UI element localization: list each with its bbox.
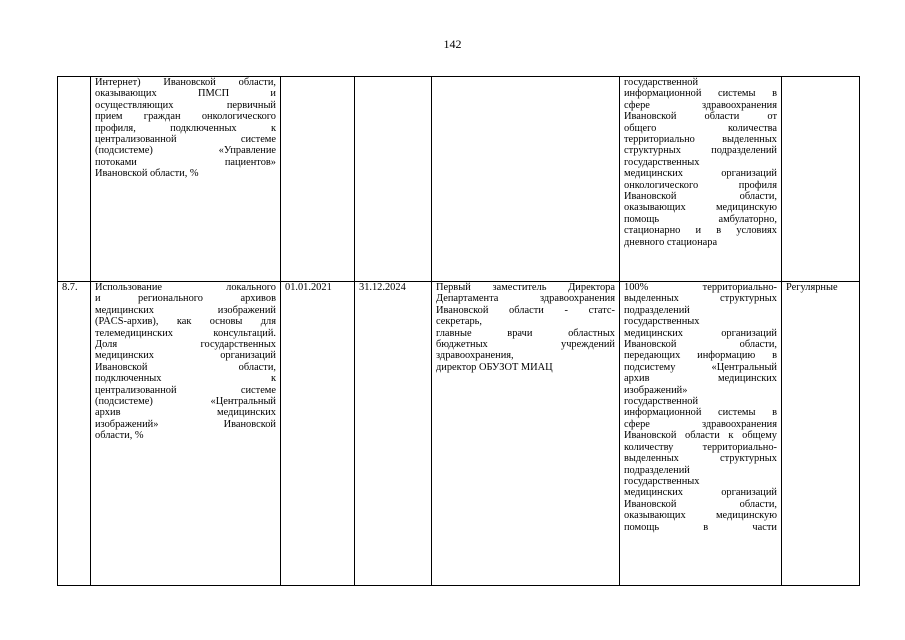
frequency-cell: [782, 77, 860, 282]
responsible-cell: Первый заместитель Директора Департамента здравоохранения Ивановской области - статс- секретарь, главные врачи областных бюджетных учреждений здравоохранения, директор ОБУЗОТ МИАЦ: [432, 282, 620, 586]
measures-table: [57, 76, 860, 586]
responsible-cell: [432, 77, 620, 282]
end-date-cell: [355, 77, 432, 282]
frequency-cell: Регулярные: [782, 282, 860, 586]
row-number: 8.7.: [58, 282, 91, 586]
page-number: 142: [443, 37, 462, 51]
indicator-cell: Использование локального и регионального архивов медицинских изображений (PACS-архив), как основы для телемедицинских консультаций. Доля государственных медицинских организаций Ивановской области, подключенных к централизованной системе (подсистеме) «Центральный архив медицинских изображений» Ивановской области, %: [91, 282, 281, 586]
row-number: [58, 77, 91, 282]
indicator-cell: Интернет) Ивановской области, оказывающих ПМСП и осуществляющих первичный прием граждан онкологического профиля, подключенных к централизованной системе (подсистеме) «Управление потоками пациентов» Ивановской области, %: [91, 77, 281, 282]
value-cell: государственной информационной системы в сфере здравоохранения Ивановской области от общего количества территориально выделенных структурных подразделений государственных медицинских организаций онкологического профиля Ивановской области, оказывающих медицинскую помощь амбулаторно, стационарно и в условиях дневного стационара: [620, 77, 782, 282]
start-date-cell: 01.01.2021: [281, 282, 355, 586]
end-date-cell: 31.12.2024: [355, 282, 432, 586]
table-row: [58, 77, 860, 282]
value-cell: 100% территориально- выделенных структурных подразделений государственных медицинских организаций Ивановской области, передающих информацию в подсистему «Центральный архив медицинских изображений» государственной информационной системы в сфере здравоохранения Ивановской области к общему количеству территориально- выделенных структурных подразделений государственных медицинских организаций Ивановской области, оказывающих медицинскую помощь в части: [620, 282, 782, 586]
table-row: [58, 282, 860, 586]
start-date-cell: [281, 77, 355, 282]
